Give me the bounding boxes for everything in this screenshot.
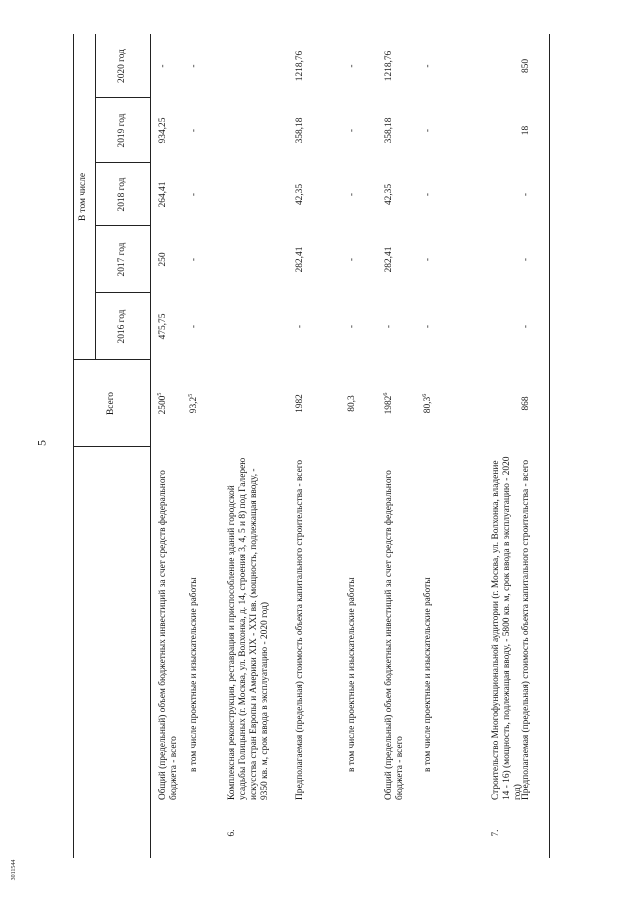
footnote-mark: 5 bbox=[156, 392, 163, 396]
table-bottom-border bbox=[549, 34, 550, 858]
row-year-value: 475,75 bbox=[158, 313, 168, 340]
rotated-page bbox=[73, 34, 551, 858]
row-year-value: 42,35 bbox=[295, 183, 305, 206]
header-year-2017: 2017 год bbox=[116, 242, 127, 277]
row-year-value: 850 bbox=[521, 58, 531, 74]
row-number: 6. bbox=[227, 829, 237, 837]
row-description: Общий (предельный) объем бюджетных инвестиций за счет средств федерального бюджета - всего bbox=[384, 470, 406, 800]
row-year-value: - bbox=[189, 64, 199, 68]
budget-table bbox=[73, 34, 551, 858]
row-total: 868 bbox=[521, 396, 531, 411]
row-description: Предполагаемая (предельная) стоимость объекта капитального строительства - всего bbox=[521, 459, 531, 800]
row-year-value: - bbox=[189, 128, 199, 133]
row-year-value: - bbox=[189, 192, 199, 197]
header-year-2020: 2020 год bbox=[116, 49, 127, 83]
footnote-mark: 5 bbox=[187, 393, 194, 397]
row-year-value: - bbox=[423, 324, 433, 329]
row-number: 7. bbox=[491, 829, 501, 837]
row-description: в том числе проектные и изыскательские работы bbox=[189, 577, 199, 772]
row-total: 80,3$^6$ bbox=[421, 393, 433, 414]
row-year-value: - bbox=[347, 192, 357, 197]
row-description: Строительство Многофункциональной аудитории (г. Москва, ул. Волхонка, владение 14 - 16) (мощность, подлежащая вводу, - 5800 кв. м, срок ввода в эксплуатацию - 2020 год) bbox=[491, 456, 524, 800]
header-bottom-border bbox=[150, 34, 151, 858]
footnote-mark: 6 bbox=[421, 393, 428, 397]
row-year-value: - bbox=[521, 257, 531, 262]
row-year-value: 1218,76 bbox=[295, 50, 305, 82]
row-year-value: - bbox=[384, 324, 394, 329]
row-year-value: - bbox=[347, 324, 357, 329]
header-year-2016: 2016 год bbox=[116, 309, 127, 344]
row-year-value: - bbox=[423, 128, 433, 133]
row-year-value: 282,41 bbox=[384, 246, 394, 273]
footnote-mark: 6 bbox=[382, 392, 389, 396]
row-year-value: 358,18 bbox=[384, 117, 394, 144]
row-year-value: - bbox=[423, 257, 433, 262]
row-year-value: - bbox=[347, 128, 357, 133]
row-description: в том числе проектные и изыскательские работы bbox=[423, 577, 433, 772]
row-year-value: - bbox=[189, 257, 199, 262]
page-number: 5 bbox=[34, 440, 49, 446]
row-description: Предполагаемая (предельная) стоимость объекта капитального строительства - всего bbox=[295, 459, 305, 800]
row-total: 1982 bbox=[295, 394, 305, 413]
row-year-value: 282,41 bbox=[295, 246, 305, 273]
row-year-value: 358,18 bbox=[295, 117, 305, 144]
row-year-value: 1218,76 bbox=[384, 50, 394, 82]
row-year-value: - bbox=[423, 192, 433, 197]
header-in-that-number: В том числе bbox=[78, 172, 89, 222]
row-total: 2500$^5$ bbox=[156, 392, 168, 415]
row-year-value: 18 bbox=[521, 125, 531, 136]
row-total: 93,2$^5$ bbox=[187, 393, 199, 414]
header-total: Всего bbox=[105, 392, 116, 415]
row-year-value: - bbox=[423, 64, 433, 68]
row-year-value: - bbox=[521, 324, 531, 329]
row-year-value: - bbox=[295, 324, 305, 329]
row-year-value: 264,41 bbox=[158, 181, 168, 208]
row-total: 80,3 bbox=[347, 395, 357, 412]
row-description: Общий (предельный) объем бюджетных инвестиций за счет средств федерального бюджета - всего bbox=[158, 470, 180, 800]
row-year-value: - bbox=[347, 64, 357, 68]
row-year-value: - bbox=[189, 324, 199, 329]
document-stamp: 3011544 bbox=[11, 859, 17, 881]
row-year-value: 42,35 bbox=[384, 183, 394, 206]
header-year-2018: 2018 год bbox=[116, 177, 127, 212]
row-year-value: - bbox=[347, 257, 357, 262]
header-year-2019: 2019 год bbox=[116, 113, 127, 148]
row-total: 1982$^6$ bbox=[382, 392, 394, 415]
row-description: Комплексная реконструкция, реставрация и приспособление зданий городской усадьбы Голицыных (г. Москва, ул. Волхонка, д. 14, строения 3, 4, 5 и 8) под Галерею искусства стран Европы и Америки XIX - XXI вв. (мощность, подлежащая вводу, - 9350 кв. м, срок ввода в эксплуатацию - 2020 год) bbox=[227, 457, 271, 800]
row-year-value: - bbox=[521, 192, 531, 197]
row-year-value: 250 bbox=[158, 252, 168, 267]
row-description: в том числе проектные и изыскательские работы bbox=[347, 577, 357, 772]
row-year-value: - bbox=[158, 64, 168, 68]
row-year-value: 934,25 bbox=[158, 117, 168, 144]
